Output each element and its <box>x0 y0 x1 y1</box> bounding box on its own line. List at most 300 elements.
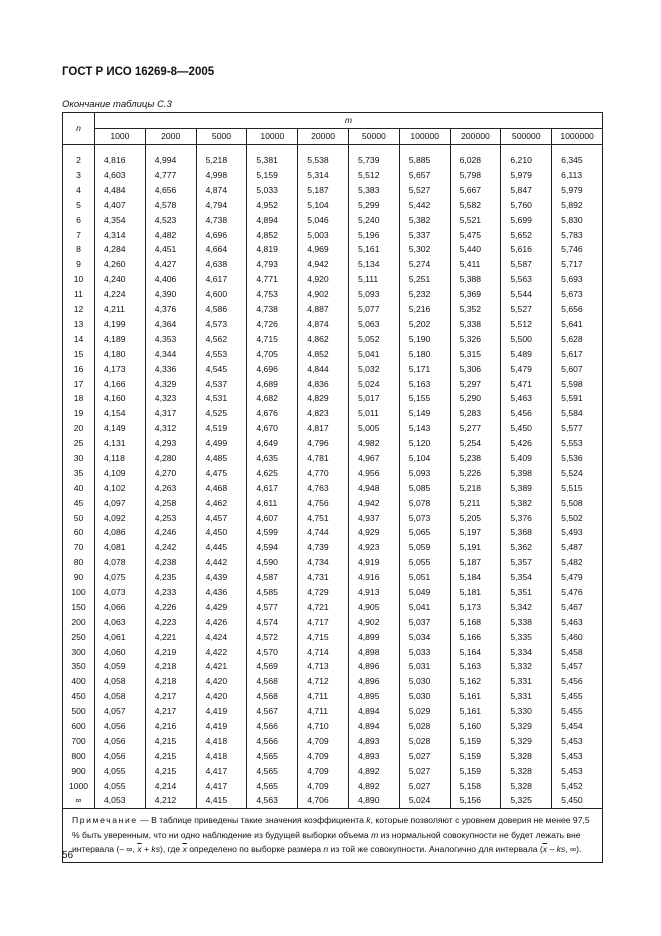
value-cell: 4,073 <box>95 585 146 600</box>
table-row <box>63 376 603 391</box>
value-cell: 4,081 <box>95 540 146 555</box>
value-cell: 5,500 <box>501 332 552 347</box>
value-cell: 5,382 <box>501 495 552 510</box>
value-cell: 4,102 <box>95 481 146 496</box>
table-body <box>63 145 603 809</box>
value-cell: 4,426 <box>196 615 247 630</box>
value-cell: 5,156 <box>450 793 501 808</box>
value-cell: 4,565 <box>247 778 298 793</box>
value-cell: 5,354 <box>501 570 552 585</box>
value-cell: 5,512 <box>348 168 399 183</box>
value-cell: 4,566 <box>247 719 298 734</box>
table-row <box>63 793 603 808</box>
value-cell: 5,155 <box>399 391 450 406</box>
value-cell: 4,738 <box>247 302 298 317</box>
value-cell: 4,053 <box>95 793 146 808</box>
row-n-cell: 12 <box>63 302 95 317</box>
value-cell: 4,253 <box>145 510 196 525</box>
value-cell: 5,005 <box>348 421 399 436</box>
value-cell: 5,458 <box>552 644 603 659</box>
value-cell: 5,334 <box>501 644 552 659</box>
value-cell: 4,221 <box>145 630 196 645</box>
value-cell: 4,777 <box>145 168 196 183</box>
value-cell: 4,705 <box>247 347 298 362</box>
value-cell: 5,563 <box>501 272 552 287</box>
value-cell: 4,407 <box>95 198 146 213</box>
value-cell: 5,216 <box>399 302 450 317</box>
value-cell: 5,502 <box>552 510 603 525</box>
value-cell: 4,819 <box>247 242 298 257</box>
value-cell: 4,078 <box>95 555 146 570</box>
value-cell: 4,329 <box>145 376 196 391</box>
value-cell: 5,617 <box>552 347 603 362</box>
value-cell: 6,113 <box>552 168 603 183</box>
value-cell: 5,046 <box>298 213 349 228</box>
value-cell: 4,585 <box>247 585 298 600</box>
table-row <box>63 778 603 793</box>
value-cell: 4,421 <box>196 659 247 674</box>
value-cell: 5,398 <box>501 466 552 481</box>
value-cell: 4,905 <box>348 600 399 615</box>
value-cell: 5,093 <box>399 466 450 481</box>
value-cell: 5,489 <box>501 347 552 362</box>
value-cell: 5,181 <box>450 585 501 600</box>
value-cell: 4,066 <box>95 600 146 615</box>
value-cell: 4,920 <box>298 272 349 287</box>
value-cell: 5,028 <box>399 719 450 734</box>
value-cell: 4,952 <box>247 198 298 213</box>
value-cell: 5,409 <box>501 451 552 466</box>
value-cell: 5,440 <box>450 242 501 257</box>
value-cell: 4,214 <box>145 778 196 793</box>
value-cell: 5,111 <box>348 272 399 287</box>
value-cell: 5,274 <box>399 257 450 272</box>
value-cell: 5,493 <box>552 525 603 540</box>
value-cell: 5,536 <box>552 451 603 466</box>
value-cell: 4,664 <box>196 242 247 257</box>
row-n-cell: 14 <box>63 332 95 347</box>
column-header: 2000 <box>145 129 196 145</box>
value-cell: 4,109 <box>95 466 146 481</box>
value-cell: 5,693 <box>552 272 603 287</box>
value-cell: 4,894 <box>348 719 399 734</box>
value-cell: 4,753 <box>247 287 298 302</box>
table-row <box>63 630 603 645</box>
value-cell: 5,202 <box>399 317 450 332</box>
value-cell: 4,118 <box>95 451 146 466</box>
value-cell: 5,892 <box>552 198 603 213</box>
value-cell: 5,463 <box>552 615 603 630</box>
value-cell: 5,798 <box>450 168 501 183</box>
value-cell: 4,092 <box>95 510 146 525</box>
value-cell: 5,460 <box>552 630 603 645</box>
value-cell: 5,326 <box>450 332 501 347</box>
value-cell: 5,329 <box>501 719 552 734</box>
value-cell: 4,823 <box>298 406 349 421</box>
value-cell: 4,611 <box>247 495 298 510</box>
value-cell: 4,573 <box>196 317 247 332</box>
column-header: 200000 <box>450 129 501 145</box>
value-cell: 4,731 <box>298 570 349 585</box>
value-cell: 5,168 <box>450 615 501 630</box>
value-cell: 4,218 <box>145 674 196 689</box>
table-row <box>63 227 603 242</box>
value-cell: 4,578 <box>145 198 196 213</box>
value-cell: 5,699 <box>501 213 552 228</box>
value-cell: 4,896 <box>348 659 399 674</box>
table-row <box>63 719 603 734</box>
value-cell: 5,453 <box>552 764 603 779</box>
value-cell: 5,487 <box>552 540 603 555</box>
value-cell: 5,553 <box>552 436 603 451</box>
value-cell: 5,254 <box>450 436 501 451</box>
value-cell: 5,302 <box>399 242 450 257</box>
table-row <box>63 570 603 585</box>
value-cell: 4,336 <box>145 361 196 376</box>
value-cell: 4,913 <box>348 585 399 600</box>
value-cell: 4,059 <box>95 659 146 674</box>
value-cell: 4,525 <box>196 406 247 421</box>
row-n-cell: 5 <box>63 198 95 213</box>
value-cell: 5,314 <box>298 168 349 183</box>
value-cell: 4,482 <box>145 227 196 242</box>
value-cell: 5,085 <box>399 481 450 496</box>
value-cell: 4,199 <box>95 317 146 332</box>
value-cell: 4,696 <box>247 361 298 376</box>
row-n-cell: 800 <box>63 749 95 764</box>
value-cell: 4,376 <box>145 302 196 317</box>
value-cell: 4,744 <box>298 525 349 540</box>
value-cell: 4,577 <box>247 600 298 615</box>
value-cell: 5,538 <box>298 153 349 168</box>
table-row <box>63 674 603 689</box>
value-cell: 5,515 <box>552 481 603 496</box>
table-row <box>63 421 603 436</box>
coefficient-table <box>62 112 603 863</box>
column-header: 10000 <box>247 129 298 145</box>
value-cell: 5,467 <box>552 600 603 615</box>
value-cell: 4,956 <box>348 466 399 481</box>
value-cell: 4,895 <box>348 689 399 704</box>
value-cell: 5,352 <box>450 302 501 317</box>
value-cell: 5,641 <box>552 317 603 332</box>
value-cell: 4,712 <box>298 674 349 689</box>
table-row <box>63 257 603 272</box>
table-row <box>63 481 603 496</box>
value-cell: 4,713 <box>298 659 349 674</box>
row-n-cell: 700 <box>63 734 95 749</box>
value-cell: 4,711 <box>298 689 349 704</box>
value-cell: 4,796 <box>298 436 349 451</box>
value-cell: 5,607 <box>552 361 603 376</box>
value-cell: 4,224 <box>95 287 146 302</box>
value-cell: 4,711 <box>298 704 349 719</box>
table-row <box>63 213 603 228</box>
table-note: Примечание — В таблице приведены такие значения коэффициента k, которые позволяют с уровнем доверия не менее 97,5 % быть уверенным, что ни одно наблюдение из будущей выборки объема m из нормальной совокупности не будет лежать вне интервала (– ∞, $\overline{x} + ks$), где $\overline{x}$ определено по выборке размера n из той же совокупности. Аналогично для интервала ($\overline{x}$ – ks, ∞). <box>63 809 603 863</box>
table-row <box>63 555 603 570</box>
value-cell: 4,531 <box>196 391 247 406</box>
value-cell: 4,212 <box>145 793 196 808</box>
value-cell: 5,093 <box>348 287 399 302</box>
value-cell: 5,226 <box>450 466 501 481</box>
value-cell: 5,187 <box>450 555 501 570</box>
value-cell: 5,382 <box>399 213 450 228</box>
value-cell: 5,218 <box>196 153 247 168</box>
value-cell: 5,030 <box>399 689 450 704</box>
value-cell: 4,317 <box>145 406 196 421</box>
value-cell: 4,893 <box>348 749 399 764</box>
value-cell: 5,328 <box>501 749 552 764</box>
value-cell: 4,919 <box>348 555 399 570</box>
value-cell: 4,215 <box>145 734 196 749</box>
value-cell: 5,171 <box>399 361 450 376</box>
value-cell: 5,277 <box>450 421 501 436</box>
value-cell: 5,161 <box>450 689 501 704</box>
value-cell: 4,706 <box>298 793 349 808</box>
row-n-cell: 10 <box>63 272 95 287</box>
value-cell: 5,159 <box>450 734 501 749</box>
row-n-cell: 4 <box>63 183 95 198</box>
value-cell: 4,874 <box>298 317 349 332</box>
value-cell: 5,027 <box>399 749 450 764</box>
value-cell: 5,104 <box>298 198 349 213</box>
value-cell: 4,937 <box>348 510 399 525</box>
value-cell: 4,689 <box>247 376 298 391</box>
value-cell: 5,033 <box>247 183 298 198</box>
column-header: 100000 <box>399 129 450 145</box>
value-cell: 4,902 <box>348 615 399 630</box>
page-number: 56 <box>62 850 74 861</box>
value-cell: 5,196 <box>348 227 399 242</box>
value-cell: 5,120 <box>399 436 450 451</box>
value-cell: 4,710 <box>298 719 349 734</box>
value-cell: 4,160 <box>95 391 146 406</box>
value-cell: 5,389 <box>501 481 552 496</box>
value-cell: 4,898 <box>348 644 399 659</box>
value-cell: 4,572 <box>247 630 298 645</box>
value-cell: 4,574 <box>247 615 298 630</box>
value-cell: 5,306 <box>450 361 501 376</box>
value-cell: 4,418 <box>196 749 247 764</box>
row-n-cell: 16 <box>63 361 95 376</box>
value-cell: 4,670 <box>247 421 298 436</box>
value-cell: 4,709 <box>298 749 349 764</box>
value-cell: 4,061 <box>95 630 146 645</box>
value-cell: 4,219 <box>145 644 196 659</box>
table-row <box>63 659 603 674</box>
value-cell: 6,210 <box>501 153 552 168</box>
value-cell: 4,097 <box>95 495 146 510</box>
x-bar-symbol: $\overline{x}$ <box>137 844 142 855</box>
header-n: n <box>63 113 95 145</box>
value-cell: 4,948 <box>348 481 399 496</box>
value-cell: 5,011 <box>348 406 399 421</box>
row-n-cell: 900 <box>63 764 95 779</box>
value-cell: 4,562 <box>196 332 247 347</box>
value-cell: 4,390 <box>145 287 196 302</box>
table-row <box>63 644 603 659</box>
value-cell: 4,874 <box>196 183 247 198</box>
value-cell: 5,158 <box>450 778 501 793</box>
row-n-cell: 17 <box>63 376 95 391</box>
value-cell: 5,033 <box>399 644 450 659</box>
table-row <box>63 615 603 630</box>
row-n-cell: 11 <box>63 287 95 302</box>
value-cell: 5,527 <box>399 183 450 198</box>
value-cell: 5,335 <box>501 630 552 645</box>
table-row <box>63 704 603 719</box>
value-cell: 4,223 <box>145 615 196 630</box>
value-cell: 4,714 <box>298 644 349 659</box>
value-cell: 4,344 <box>145 347 196 362</box>
value-cell: 4,353 <box>145 332 196 347</box>
value-cell: 5,450 <box>552 793 603 808</box>
value-cell: 5,411 <box>450 257 501 272</box>
row-n-cell: 90 <box>63 570 95 585</box>
value-cell: 4,734 <box>298 555 349 570</box>
table-row <box>63 510 603 525</box>
row-n-cell: 450 <box>63 689 95 704</box>
table-row <box>63 734 603 749</box>
value-cell: 4,293 <box>145 436 196 451</box>
row-n-cell: 80 <box>63 555 95 570</box>
value-cell: 4,816 <box>95 153 146 168</box>
value-cell: 4,568 <box>247 674 298 689</box>
column-header: 1000 <box>95 129 146 145</box>
table-caption: Окончание таблицы С.3 <box>62 99 172 110</box>
value-cell: 5,027 <box>399 778 450 793</box>
value-cell: 5,205 <box>450 510 501 525</box>
value-cell: 5,544 <box>501 287 552 302</box>
value-cell: 5,512 <box>501 317 552 332</box>
table-row <box>63 585 603 600</box>
value-cell: 4,656 <box>145 183 196 198</box>
value-cell: 4,709 <box>298 778 349 793</box>
value-cell: 5,455 <box>552 689 603 704</box>
value-cell: 4,519 <box>196 421 247 436</box>
value-cell: 5,454 <box>552 719 603 734</box>
value-cell: 4,844 <box>298 361 349 376</box>
value-cell: 4,075 <box>95 570 146 585</box>
value-cell: 5,330 <box>501 704 552 719</box>
value-cell: 4,781 <box>298 451 349 466</box>
value-cell: 4,238 <box>145 555 196 570</box>
column-header: 50000 <box>348 129 399 145</box>
value-cell: 5,508 <box>552 495 603 510</box>
value-cell: 5,180 <box>399 347 450 362</box>
value-cell: 4,770 <box>298 466 349 481</box>
value-cell: 4,058 <box>95 674 146 689</box>
value-cell: 4,280 <box>145 451 196 466</box>
value-cell: 4,173 <box>95 361 146 376</box>
row-n-cell: 45 <box>63 495 95 510</box>
value-cell: 4,457 <box>196 510 247 525</box>
value-cell: 5,383 <box>348 183 399 198</box>
value-cell: 5,362 <box>501 540 552 555</box>
value-cell: 4,406 <box>145 272 196 287</box>
column-header: 5000 <box>196 129 247 145</box>
row-n-cell: 35 <box>63 466 95 481</box>
table-row <box>63 168 603 183</box>
value-cell: 5,159 <box>450 749 501 764</box>
value-cell: 5,159 <box>247 168 298 183</box>
row-n-cell: 300 <box>63 644 95 659</box>
value-cell: 4,354 <box>95 213 146 228</box>
value-cell: 4,676 <box>247 406 298 421</box>
value-cell: 5,673 <box>552 287 603 302</box>
value-cell: 4,439 <box>196 570 247 585</box>
value-cell: 4,994 <box>145 153 196 168</box>
value-cell: 5,456 <box>552 674 603 689</box>
value-cell: 5,161 <box>450 704 501 719</box>
value-cell: 5,457 <box>552 659 603 674</box>
value-cell: 4,751 <box>298 510 349 525</box>
value-cell: 4,771 <box>247 272 298 287</box>
value-cell: 5,037 <box>399 615 450 630</box>
row-n-cell: 40 <box>63 481 95 496</box>
table-row <box>63 242 603 257</box>
table-row <box>63 466 603 481</box>
value-cell: 4,427 <box>145 257 196 272</box>
value-cell: 5,329 <box>501 734 552 749</box>
value-cell: 5,030 <box>399 674 450 689</box>
value-cell: 4,967 <box>348 451 399 466</box>
value-cell: 4,415 <box>196 793 247 808</box>
table-row <box>63 272 603 287</box>
value-cell: 4,419 <box>196 719 247 734</box>
value-cell: 5,063 <box>348 317 399 332</box>
value-cell: 5,475 <box>450 227 501 242</box>
value-cell: 5,197 <box>450 525 501 540</box>
value-cell: 4,899 <box>348 630 399 645</box>
value-cell: 4,635 <box>247 451 298 466</box>
value-cell: 4,235 <box>145 570 196 585</box>
value-cell: 4,131 <box>95 436 146 451</box>
value-cell: 4,468 <box>196 481 247 496</box>
table-row <box>63 332 603 347</box>
value-cell: 4,894 <box>348 704 399 719</box>
value-cell: 5,369 <box>450 287 501 302</box>
row-n-cell: 6 <box>63 213 95 228</box>
header-row-m <box>63 113 603 129</box>
value-cell: 4,436 <box>196 585 247 600</box>
value-cell: 4,242 <box>145 540 196 555</box>
value-cell: 5,187 <box>298 183 349 198</box>
value-cell: 4,721 <box>298 600 349 615</box>
row-n-cell: 350 <box>63 659 95 674</box>
value-cell: 5,591 <box>552 391 603 406</box>
value-cell: 5,218 <box>450 481 501 496</box>
value-cell: 4,055 <box>95 778 146 793</box>
value-cell: 4,258 <box>145 495 196 510</box>
row-n-cell: 500 <box>63 704 95 719</box>
value-cell: 5,029 <box>399 704 450 719</box>
value-cell: 4,923 <box>348 540 399 555</box>
value-cell: 4,916 <box>348 570 399 585</box>
table-row <box>63 153 603 168</box>
value-cell: 5,479 <box>552 570 603 585</box>
table-row <box>63 198 603 213</box>
value-cell: 5,190 <box>399 332 450 347</box>
value-cell: 5,077 <box>348 302 399 317</box>
row-n-cell: 600 <box>63 719 95 734</box>
row-n-cell: 60 <box>63 525 95 540</box>
row-n-cell: 250 <box>63 630 95 645</box>
table-row <box>63 764 603 779</box>
value-cell: 4,364 <box>145 317 196 332</box>
value-cell: 4,590 <box>247 555 298 570</box>
row-n-cell: 400 <box>63 674 95 689</box>
